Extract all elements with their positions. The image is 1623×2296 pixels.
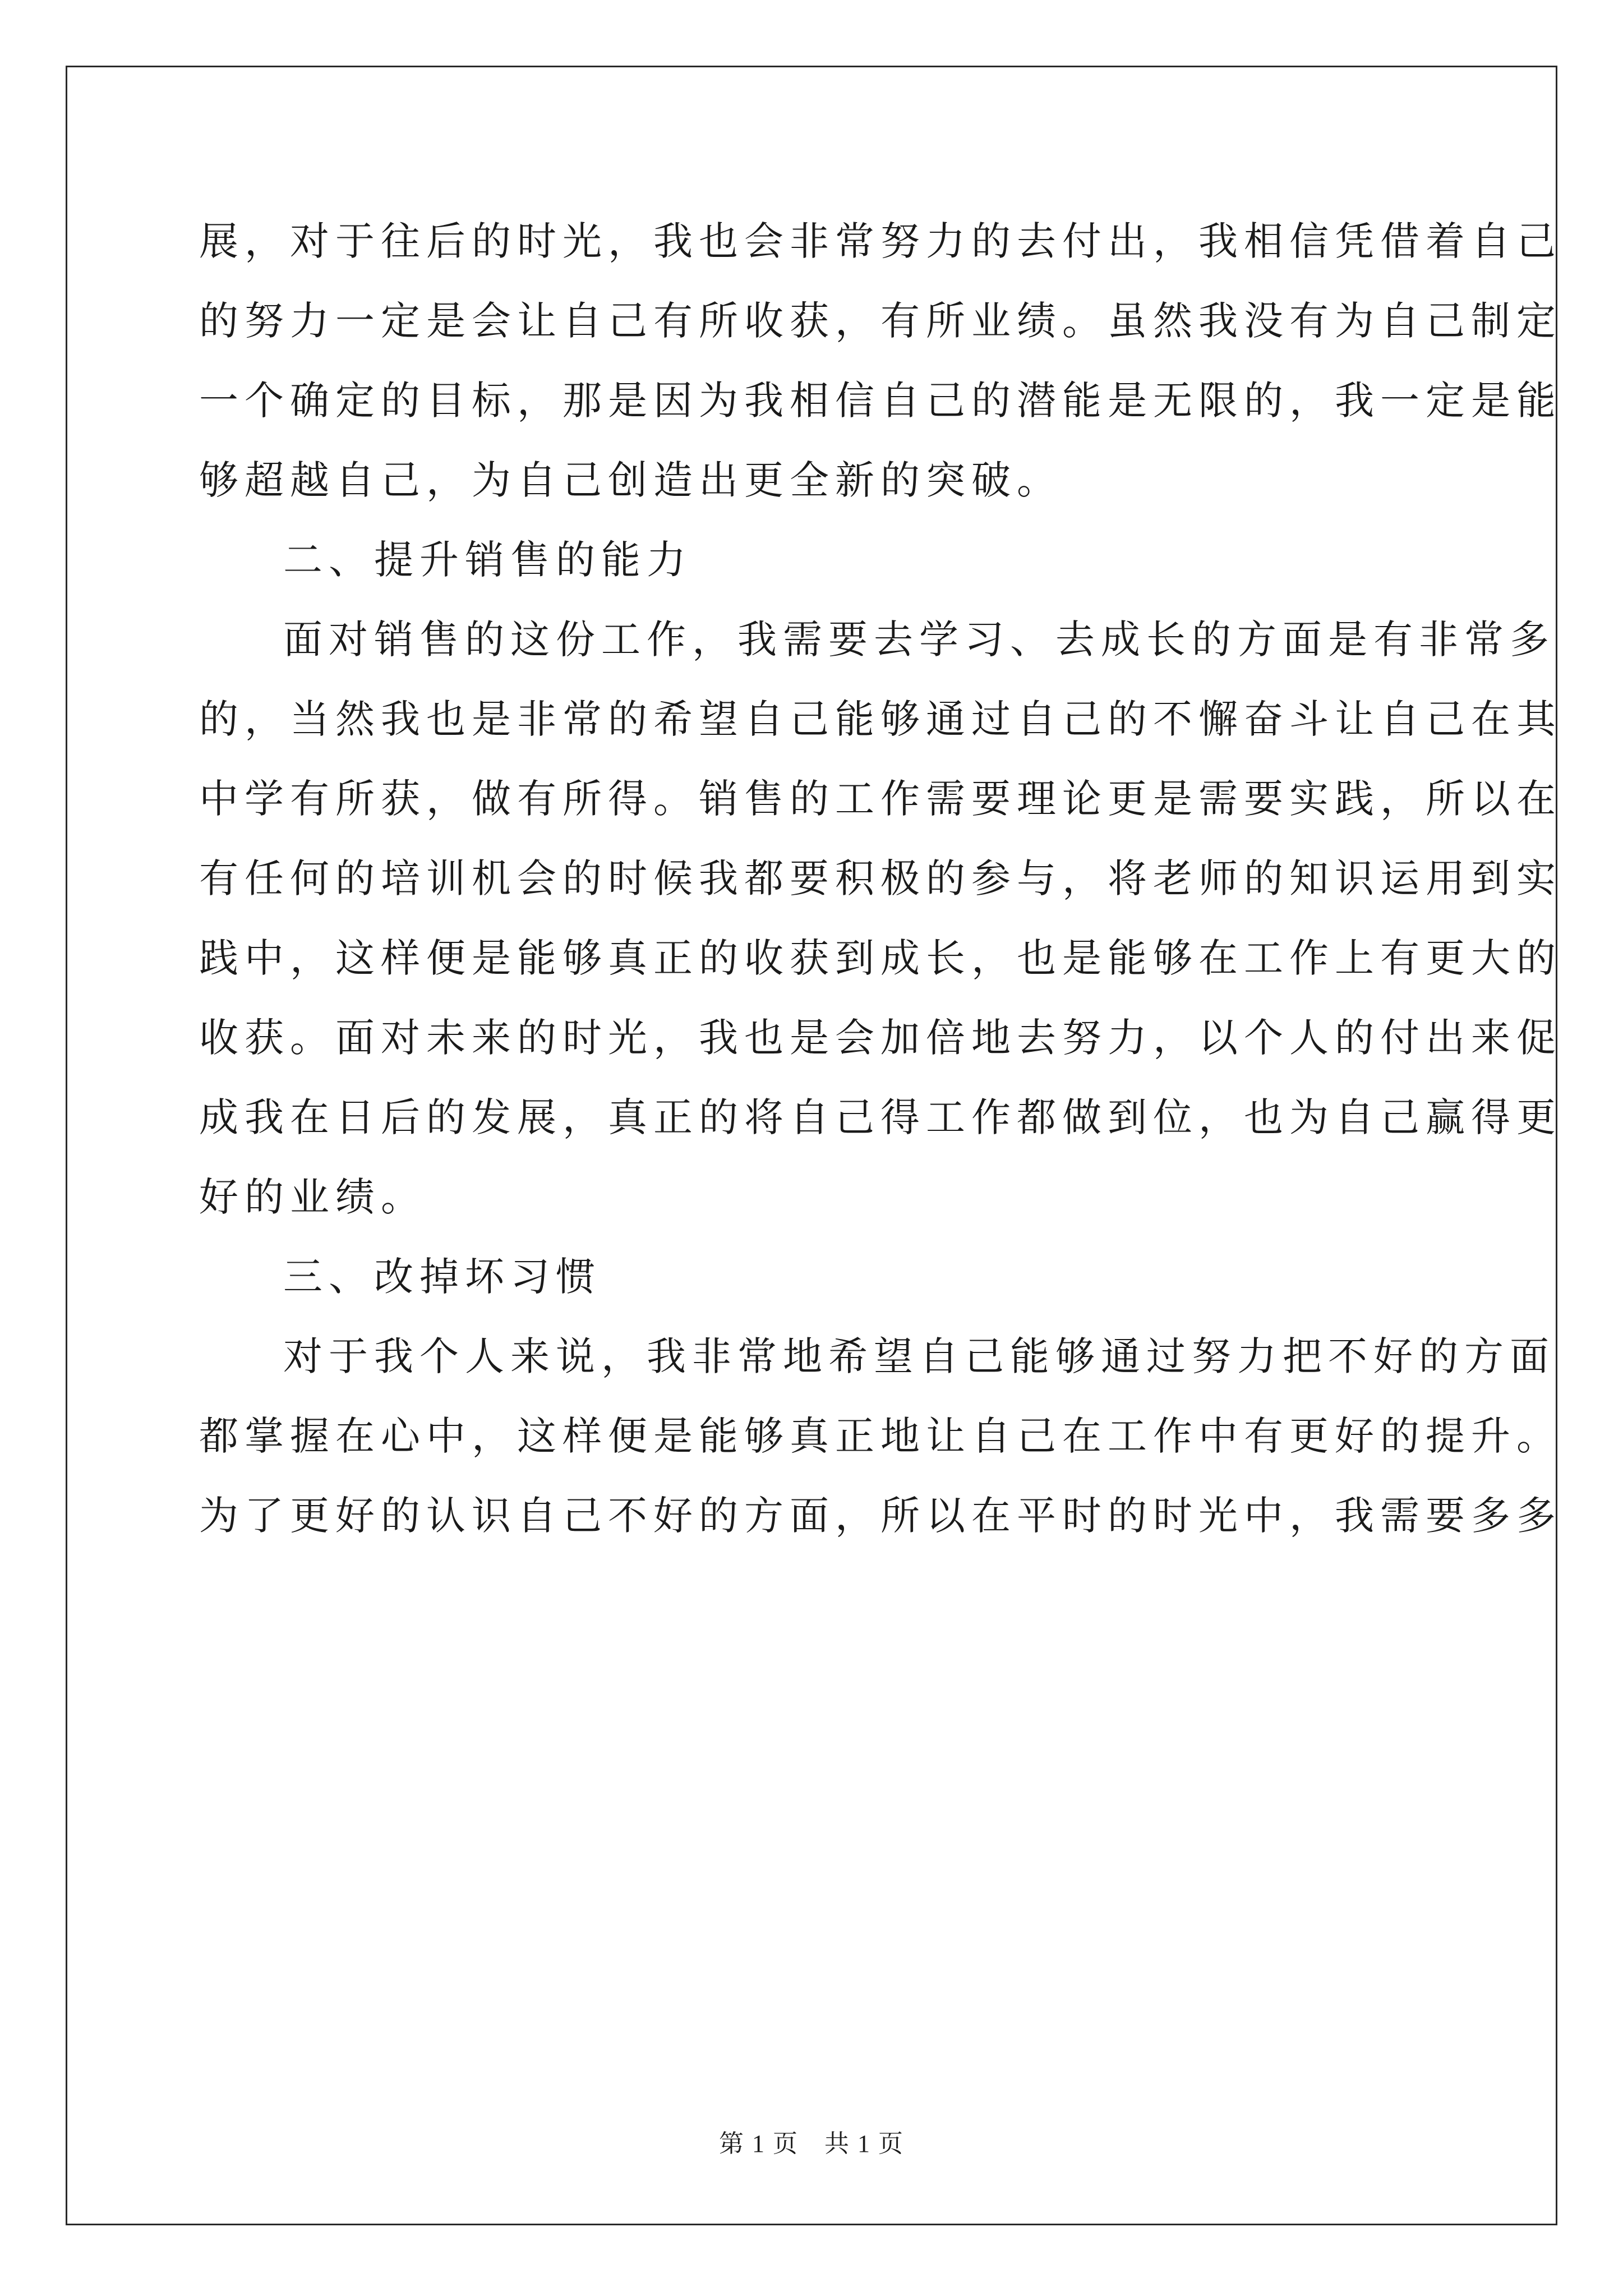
paragraph-line: 对于我个人来说，我非常地希望自己能够通过努力把不好的方面	[283, 1333, 1555, 1379]
paragraph-line: 践中，这样便是能够真正的收获到成长，也是能够在工作上有更大的	[199, 935, 1562, 981]
paragraph-line: 都掌握在心中，这样便是能够真正地让自己在工作中有更好的提升。	[199, 1413, 1562, 1459]
paragraph-line: 面对销售的这份工作，我需要去学习、去成长的方面是有非常多	[283, 616, 1555, 662]
paragraph-line: 好的业绩。	[199, 1174, 426, 1220]
paragraph-line: 的，当然我也是非常的希望自己能够通过自己的不懈奋斗让自己在其	[199, 696, 1562, 742]
page-footer: 第 1 页 共 1 页	[719, 2130, 904, 2157]
paragraph-line: 展，对于往后的时光，我也会非常努力的去付出，我相信凭借着自己	[199, 218, 1562, 264]
section-heading: 二、提升销售的能力	[283, 537, 692, 583]
paragraph-line: 为了更好的认识自己不好的方面，所以在平时的时光中，我需要多多	[199, 1493, 1562, 1539]
paragraph-line: 有任何的培训机会的时候我都要积极的参与，将老师的知识运用到实	[199, 855, 1562, 901]
paragraph-line: 够超越自己，为自己创造出更全新的突破。	[199, 457, 1062, 503]
paragraph-line: 的努力一定是会让自己有所收获，有所业绩。虽然我没有为自己制定	[199, 298, 1562, 344]
paragraph-line: 一个确定的目标，那是因为我相信自己的潜能是无限的，我一定是能	[199, 378, 1562, 424]
section-heading: 三、改掉坏习惯	[283, 1254, 601, 1300]
paragraph-line: 收获。面对未来的时光，我也是会加倍地去努力，以个人的付出来促	[199, 1015, 1562, 1061]
paragraph-line: 中学有所获，做有所得。销售的工作需要理论更是需要实践，所以在	[199, 776, 1562, 822]
paragraph-line: 成我在日后的发展，真正的将自己得工作都做到位，也为自己赢得更	[199, 1094, 1562, 1140]
